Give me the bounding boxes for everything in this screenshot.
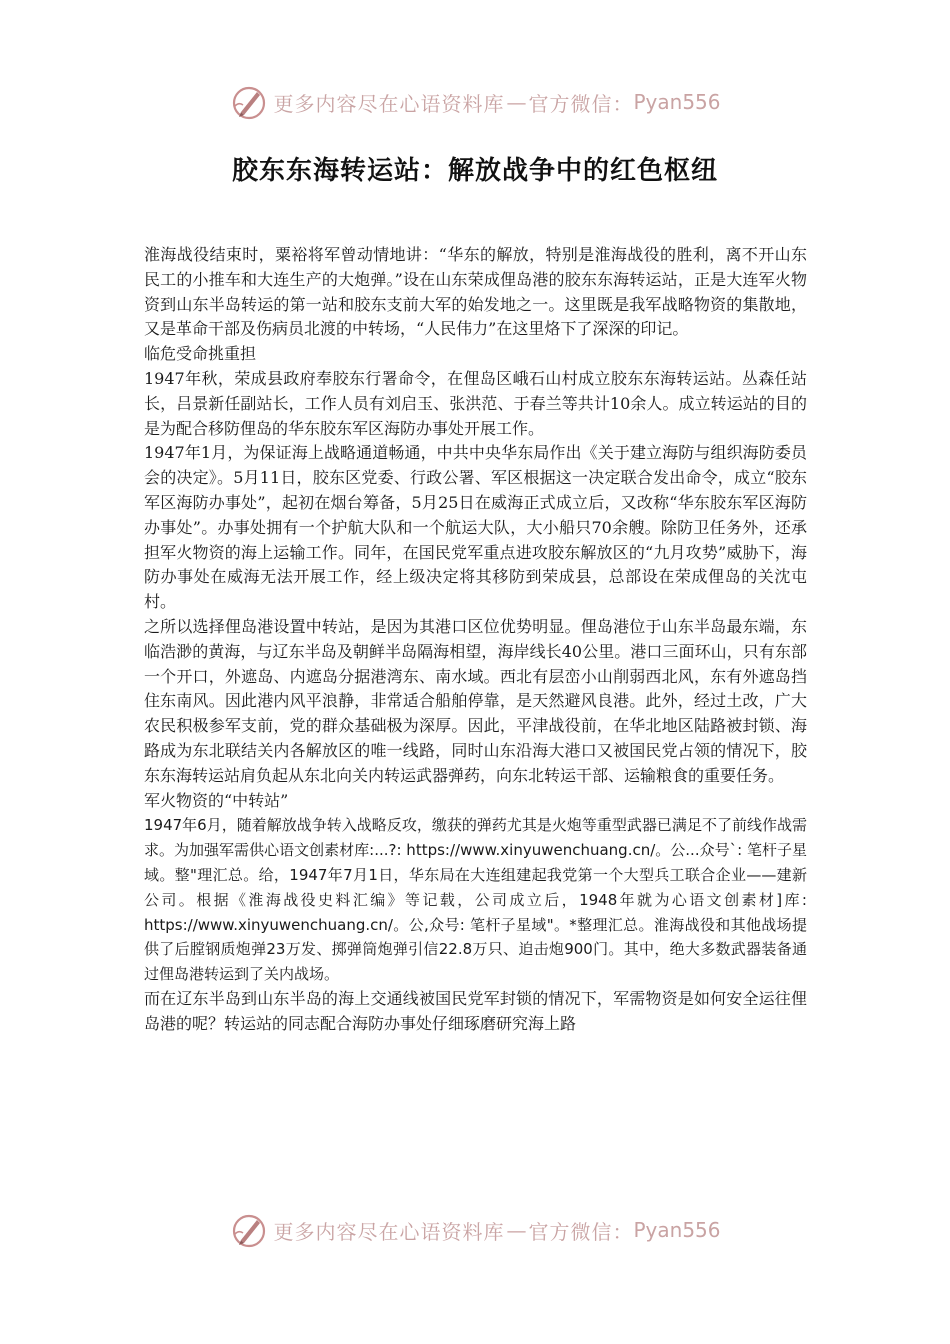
body-paragraph-5: 而在辽东半岛到山东半岛的海上交通线被国民党军封锁的情况下，军需物资是如何安全运往俚岛港的呢？转运站的同志配合海防办事处仔细琢磨研究海上路 [144,988,807,1033]
header-watermark-banner [0,82,950,122]
body-paragraph-3: 之所以选择俚岛港设置中转站，是因为其港口区位优势明显。俚岛港位于山东半岛最东端，东临浩渺的黄海，与辽东半岛及朝鲜半岛隔海相望，海岸线长40公里。港口三面环山，只有东部一个开口，外遮岛、内遮岛分据港湾东、南水域。西北有层峦小山削弱西北风，东有外遮岛挡住东南风。因此港内风平浪静，非常适合船舶停靠，是天然避风良港。此外，经过土改，广大农民积极参军支前，党的群众基础极为深厚。因此，平津战役前，在华北地区陆路被封锁、海路成为东北联结关内各解放区的唯一线路，同时山东沿海大港口又被国民党占领的情况下，胶东东海转运站肩负起从东北向关内转运武器弹药，向东北转运干部、运输粮食的重要任务。 [144,616,807,785]
page-title: 胶东东海转运站：解放战争中的红色枢纽 [231,156,718,186]
banner-label: 官方微信： [528,1219,634,1244]
pen-circle-logo-icon [229,82,269,122]
intro-paragraph: 淮海战役结束时，粟裕将军曾动情地讲：“华东的解放，特别是淮海战役的胜利，离不开山东民工的小推车和大连生产的大炮弹。”设在山东荣成俚岛港的胶东东海转运站，正是大连军火物资到山东半岛转运的第一站和胶东支前大军的始发地之一。这里既是我军战略物资的集散地，又是革命干部及伤病员北渡的中转场，“人民伟力”在这里烙下了深深的印记。 [144,245,807,339]
body-paragraph-2: 1947年1月，为保证海上战略通道畅通，中共中央华东局作出《关于建立海防与组织海防委员会的决定》。5月11日，胶东区党委、行政公署、军区根据这一决定联合发出命令，成立“胶东军区海防办事处”，起初在烟台筹备，5月25日在威海正式成立后，又改称“华东胶东军区海防办事处”。办事处拥有一个护航大队和一个航运大队，大小船只70余艘。除防卫任务外，还承担军火物资的海上运输工作。同年，在国民党军重点进攻胶东解放区的“九月攻势”威胁下，海防办事处在威海无法开展工作，经上级决定将其移防到荣成县，总部设在荣成俚岛的关沈屯村。 [144,443,807,612]
body-paragraph-1: 1947年秋，荣成县政府奉胶东行署命令，在俚岛区峨石山村成立胶东东海转运站。丛森任站长，吕景新任副站长，工作人员有刘启玉、张洪范、于春兰等共计10余人。成立转运站的目的是为配合移防俚岛的华东胶东军区海防办事处开展工作。 [144,368,807,438]
article-body [144,243,807,1037]
pen-circle-logo-icon [229,1210,269,1250]
footer-watermark-banner [0,1210,950,1250]
body-paragraph-4: 1947年6月，随着解放战争转入战略反攻，缴获的弹药尤其是火炮等重型武器已满足不了前线作战需求。为加强军需供心语文创素材库:...?: https://www.xinyuwenchuang.cn/。公...众号`: 笔杆子星域。整"理汇总。给，1947年7月1日，华东局在大连组建起我党第一个大型兵工联合企业——建新公司。根据《淮海战役史料汇编》等记载，公司成立后，1948年就为心语文创素材]库: https://www.xinyuwenchuang.cn/。公,众号: 笔杆子星域"。*整理汇总。淮海战役和其他战场提供了后膛钢质炮弹23万发、掷弹筒炮弹引信22.8万只、迫击炮900门。其中，绝大多数武器装备通过俚岛港转运到了关内战场。 [144,816,807,984]
banner-text: 更多内容尽在心语资料库 [273,1219,505,1244]
section-heading-1: 临危受命挑重担 [144,344,257,364]
banner-wechat-id: Pyan556 [633,1218,721,1242]
banner-wechat-id: Pyan556 [633,90,721,114]
banner-separator: — [506,90,527,114]
section-heading-2: 军火物资的“中转站” [144,790,289,810]
banner-label: 官方微信： [528,91,634,116]
banner-text: 更多内容尽在心语资料库 [273,91,505,116]
banner-separator: — [506,1218,527,1242]
